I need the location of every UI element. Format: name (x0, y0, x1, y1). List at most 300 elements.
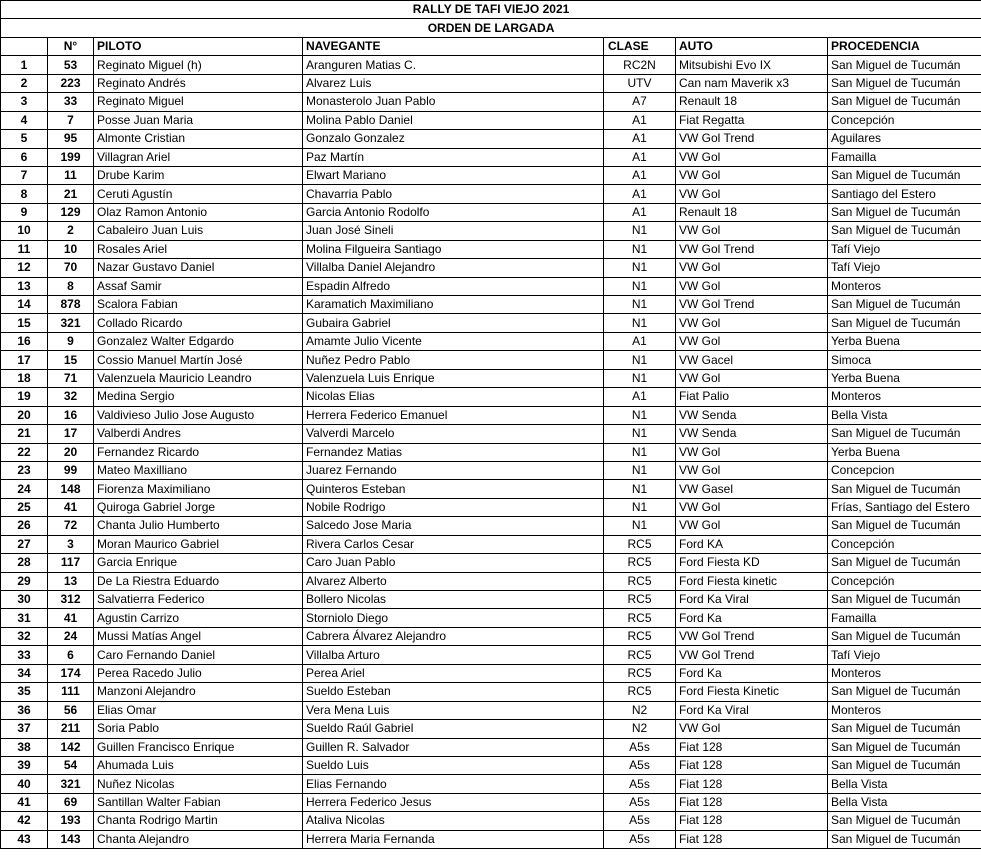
cell-driver: Garcia Enrique (94, 554, 303, 572)
cell-position: 21 (1, 425, 48, 443)
cell-class: A1 (604, 166, 676, 184)
subtitle-row (1, 19, 981, 37)
cell-class: N1 (604, 443, 676, 461)
page-title: RALLY DE TAFI VIEJO 2021 (1, 1, 981, 19)
cell-codriver: Ataliva Nicolas (303, 812, 604, 830)
cell-class: N1 (604, 296, 676, 314)
cell-class: A1 (604, 148, 676, 166)
cell-class: UTV (604, 74, 676, 92)
cell-origin: Tafí Viejo (828, 240, 981, 258)
cell-position: 34 (1, 664, 48, 682)
cell-position: 10 (1, 222, 48, 240)
cell-origin: Tafí Viejo (828, 259, 981, 277)
cell-position: 14 (1, 296, 48, 314)
cell-class: RC5 (604, 683, 676, 701)
cell-driver: Rosales Ariel (94, 240, 303, 258)
cell-car-number: 312 (48, 591, 94, 609)
table-row (1, 738, 981, 756)
table-row (1, 572, 981, 590)
cell-codriver: Herrera Federico Emanuel (303, 406, 604, 424)
cell-position: 41 (1, 793, 48, 811)
cell-origin: Famailla (828, 609, 981, 627)
cell-codriver: Perea Ariel (303, 664, 604, 682)
table-row (1, 683, 981, 701)
cell-class: N1 (604, 369, 676, 387)
cell-position: 2 (1, 74, 48, 92)
cell-driver: Valdivieso Julio Jose Augusto (94, 406, 303, 424)
cell-car-number: 129 (48, 203, 94, 221)
cell-position: 15 (1, 314, 48, 332)
table-row (1, 93, 981, 111)
cell-driver: Cabaleiro Juan Luis (94, 222, 303, 240)
cell-position: 4 (1, 111, 48, 129)
cell-class: A5s (604, 793, 676, 811)
cell-car: VW Gol (676, 148, 828, 166)
cell-origin: San Miguel de Tucumán (828, 296, 981, 314)
cell-car-number: 32 (48, 388, 94, 406)
cell-car-number: 54 (48, 756, 94, 774)
cell-driver: Chanta Julio Humberto (94, 517, 303, 535)
cell-car-number: 6 (48, 646, 94, 664)
cell-car-number: 8 (48, 277, 94, 295)
cell-codriver: Alvarez Alberto (303, 572, 604, 590)
cell-position: 8 (1, 185, 48, 203)
cell-position: 6 (1, 148, 48, 166)
cell-codriver: Espadin Alfredo (303, 277, 604, 295)
cell-car: Fiat 128 (676, 775, 828, 793)
cell-class: A5s (604, 775, 676, 793)
cell-driver: Reginato Andrés (94, 74, 303, 92)
cell-origin: Monteros (828, 701, 981, 719)
cell-driver: Scalora Fabian (94, 296, 303, 314)
cell-car: VW Gol Trend (676, 240, 828, 258)
cell-position: 18 (1, 369, 48, 387)
cell-position: 31 (1, 609, 48, 627)
cell-car-number: 41 (48, 609, 94, 627)
cell-car: VW Senda (676, 425, 828, 443)
cell-origin: San Miguel de Tucumán (828, 830, 981, 848)
cell-driver: Chanta Rodrigo Martin (94, 812, 303, 830)
cell-origin: San Miguel de Tucumán (828, 683, 981, 701)
cell-codriver: Nuñez Pedro Pablo (303, 351, 604, 369)
cell-origin: Yerba Buena (828, 332, 981, 350)
cell-car: VW Gol Trend (676, 130, 828, 148)
cell-driver: De La Riestra Eduardo (94, 572, 303, 590)
cell-origin: Simoca (828, 351, 981, 369)
cell-class: A1 (604, 388, 676, 406)
cell-codriver: Sueldo Esteban (303, 683, 604, 701)
cell-car-number: 15 (48, 351, 94, 369)
cell-car-number: 174 (48, 664, 94, 682)
table-row (1, 756, 981, 774)
cell-position: 26 (1, 517, 48, 535)
cell-car: Ford Ka (676, 609, 828, 627)
cell-class: A1 (604, 332, 676, 350)
cell-position: 11 (1, 240, 48, 258)
cell-class: A1 (604, 130, 676, 148)
table-row (1, 720, 981, 738)
cell-car: VW Gol (676, 720, 828, 738)
cell-codriver: Herrera Federico Jesus (303, 793, 604, 811)
cell-codriver: Herrera Maria Fernanda (303, 830, 604, 848)
cell-origin: Bella Vista (828, 406, 981, 424)
cell-car: VW Gol (676, 277, 828, 295)
table-row (1, 461, 981, 479)
cell-class: A5s (604, 812, 676, 830)
cell-codriver: Guillen R. Salvador (303, 738, 604, 756)
cell-codriver: Caro Juan Pablo (303, 554, 604, 572)
cell-origin: Santiago del Estero (828, 185, 981, 203)
cell-car-number: 95 (48, 130, 94, 148)
cell-origin: San Miguel de Tucumán (828, 720, 981, 738)
table-row (1, 314, 981, 332)
cell-car-number: 199 (48, 148, 94, 166)
cell-driver: Olaz Ramon Antonio (94, 203, 303, 221)
cell-codriver: Nobile Rodrigo (303, 498, 604, 516)
cell-car-number: 53 (48, 56, 94, 74)
cell-class: RC5 (604, 535, 676, 553)
cell-car: Fiat 128 (676, 830, 828, 848)
cell-position: 36 (1, 701, 48, 719)
cell-car: Ford Fiesta Kinetic (676, 683, 828, 701)
cell-class: N1 (604, 461, 676, 479)
cell-car-number: 17 (48, 425, 94, 443)
cell-origin: San Miguel de Tucumán (828, 166, 981, 184)
cell-car-number: 111 (48, 683, 94, 701)
cell-car-number: 10 (48, 240, 94, 258)
table-row (1, 222, 981, 240)
table-row (1, 148, 981, 166)
cell-car: VW Gol (676, 443, 828, 461)
cell-class: A1 (604, 111, 676, 129)
cell-class: N2 (604, 701, 676, 719)
cell-position: 33 (1, 646, 48, 664)
cell-class: A5s (604, 738, 676, 756)
cell-car-number: 148 (48, 480, 94, 498)
cell-codriver: Vera Mena Luis (303, 701, 604, 719)
cell-car: VW Senda (676, 406, 828, 424)
cell-car: VW Gol (676, 517, 828, 535)
table-row (1, 111, 981, 129)
cell-position: 43 (1, 830, 48, 848)
cell-position: 37 (1, 720, 48, 738)
cell-car-number: 211 (48, 720, 94, 738)
cell-car-number: 11 (48, 166, 94, 184)
cell-codriver: Quinteros Esteban (303, 480, 604, 498)
table-row (1, 203, 981, 221)
table-row (1, 627, 981, 645)
cell-codriver: Aranguren Matias C. (303, 56, 604, 74)
cell-driver: Quiroga Gabriel Jorge (94, 498, 303, 516)
table-row (1, 56, 981, 74)
cell-car: Fiat 128 (676, 793, 828, 811)
table-row (1, 74, 981, 92)
cell-car: Can nam Maverik x3 (676, 74, 828, 92)
cell-car-number: 56 (48, 701, 94, 719)
cell-class: N1 (604, 240, 676, 258)
table-row (1, 425, 981, 443)
cell-class: N1 (604, 517, 676, 535)
cell-position: 38 (1, 738, 48, 756)
cell-codriver: Sueldo Luis (303, 756, 604, 774)
col-header-pos (1, 37, 48, 55)
cell-origin: Aguilares (828, 130, 981, 148)
cell-driver: Ahumada Luis (94, 756, 303, 774)
cell-driver: Posse Juan Maria (94, 111, 303, 129)
cell-origin: Bella Vista (828, 775, 981, 793)
col-header-navegante: NAVEGANTE (303, 37, 604, 55)
cell-origin: San Miguel de Tucumán (828, 627, 981, 645)
cell-position: 39 (1, 756, 48, 774)
cell-codriver: Bollero Nicolas (303, 591, 604, 609)
cell-position: 32 (1, 627, 48, 645)
cell-car: Renault 18 (676, 93, 828, 111)
cell-class: RC5 (604, 664, 676, 682)
table-row (1, 517, 981, 535)
cell-car: Renault 18 (676, 203, 828, 221)
cell-codriver: Karamatich Maximiliano (303, 296, 604, 314)
cell-car-number: 21 (48, 185, 94, 203)
cell-origin: San Miguel de Tucumán (828, 56, 981, 74)
cell-position: 17 (1, 351, 48, 369)
cell-codriver: Cabrera Álvarez Alejandro (303, 627, 604, 645)
cell-car: Fiat Regatta (676, 111, 828, 129)
cell-codriver: Monasterolo Juan Pablo (303, 93, 604, 111)
cell-origin: San Miguel de Tucumán (828, 314, 981, 332)
table-row (1, 240, 981, 258)
cell-class: RC2N (604, 56, 676, 74)
cell-codriver: Salcedo Jose Maria (303, 517, 604, 535)
cell-class: RC5 (604, 591, 676, 609)
cell-position: 5 (1, 130, 48, 148)
table-row (1, 369, 981, 387)
cell-codriver: Paz Martín (303, 148, 604, 166)
table-row (1, 443, 981, 461)
cell-position: 19 (1, 388, 48, 406)
cell-class: N1 (604, 480, 676, 498)
cell-car: VW Gol (676, 498, 828, 516)
cell-position: 1 (1, 56, 48, 74)
cell-class: A5s (604, 756, 676, 774)
cell-codriver: Amamte Julio Vicente (303, 332, 604, 350)
cell-class: N1 (604, 498, 676, 516)
cell-driver: Fernandez Ricardo (94, 443, 303, 461)
cell-driver: Cossio Manuel Martín José (94, 351, 303, 369)
cell-car-number: 321 (48, 775, 94, 793)
cell-driver: Nazar Gustavo Daniel (94, 259, 303, 277)
cell-codriver: Storniolo Diego (303, 609, 604, 627)
cell-driver: Assaf Samir (94, 277, 303, 295)
table-row (1, 535, 981, 553)
table-row (1, 185, 981, 203)
cell-car-number: 33 (48, 93, 94, 111)
cell-car: VW Gol (676, 259, 828, 277)
cell-position: 12 (1, 259, 48, 277)
cell-origin: San Miguel de Tucumán (828, 738, 981, 756)
cell-codriver: Chavarria Pablo (303, 185, 604, 203)
cell-car: VW Gol Trend (676, 627, 828, 645)
cell-driver: Soria Pablo (94, 720, 303, 738)
cell-driver: Caro Fernando Daniel (94, 646, 303, 664)
cell-driver: Agustin Carrizo (94, 609, 303, 627)
cell-position: 27 (1, 535, 48, 553)
cell-position: 9 (1, 203, 48, 221)
cell-car: VW Gol (676, 185, 828, 203)
cell-codriver: Villalba Daniel Alejandro (303, 259, 604, 277)
cell-car-number: 3 (48, 535, 94, 553)
cell-driver: Salvatierra Federico (94, 591, 303, 609)
cell-car: VW Gol Trend (676, 646, 828, 664)
cell-car: VW Gol (676, 314, 828, 332)
cell-position: 35 (1, 683, 48, 701)
cell-position: 30 (1, 591, 48, 609)
cell-car-number: 2 (48, 222, 94, 240)
cell-class: A1 (604, 185, 676, 203)
cell-driver: Elias Omar (94, 701, 303, 719)
table-row (1, 609, 981, 627)
table-row (1, 406, 981, 424)
title-row (1, 1, 981, 19)
cell-class: RC5 (604, 609, 676, 627)
cell-class: RC5 (604, 627, 676, 645)
cell-origin: San Miguel de Tucumán (828, 517, 981, 535)
cell-driver: Drube Karim (94, 166, 303, 184)
cell-origin: San Miguel de Tucumán (828, 554, 981, 572)
cell-class: N1 (604, 425, 676, 443)
cell-car-number: 223 (48, 74, 94, 92)
cell-position: 7 (1, 166, 48, 184)
cell-car: VW Gol Trend (676, 296, 828, 314)
cell-origin: San Miguel de Tucumán (828, 480, 981, 498)
cell-car: Ford Ka Viral (676, 591, 828, 609)
cell-driver: Gonzalez Walter Edgardo (94, 332, 303, 350)
cell-driver: Valenzuela Mauricio Leandro (94, 369, 303, 387)
cell-class: RC5 (604, 554, 676, 572)
cell-codriver: Molina Filgueira Santiago (303, 240, 604, 258)
cell-position: 28 (1, 554, 48, 572)
table-row (1, 664, 981, 682)
cell-position: 20 (1, 406, 48, 424)
cell-codriver: Molina Pablo Daniel (303, 111, 604, 129)
cell-codriver: Juarez Fernando (303, 461, 604, 479)
cell-car: Ford Fiesta KD (676, 554, 828, 572)
cell-driver: Mateo Maxilliano (94, 461, 303, 479)
cell-car: VW Gol (676, 369, 828, 387)
cell-origin: Monteros (828, 277, 981, 295)
cell-car: VW Gol (676, 332, 828, 350)
cell-position: 22 (1, 443, 48, 461)
cell-class: RC5 (604, 646, 676, 664)
cell-car: Fiat 128 (676, 738, 828, 756)
table-row (1, 498, 981, 516)
cell-origin: San Miguel de Tucumán (828, 812, 981, 830)
cell-codriver: Elwart Mariano (303, 166, 604, 184)
cell-car-number: 71 (48, 369, 94, 387)
header-row (1, 37, 981, 55)
cell-class: A5s (604, 830, 676, 848)
table-row (1, 259, 981, 277)
cell-car: VW Gol (676, 222, 828, 240)
cell-driver: Collado Ricardo (94, 314, 303, 332)
table-row (1, 775, 981, 793)
table-row (1, 646, 981, 664)
cell-class: N2 (604, 720, 676, 738)
cell-codriver: Nicolas Elias (303, 388, 604, 406)
cell-position: 24 (1, 480, 48, 498)
cell-codriver: Villalba Arturo (303, 646, 604, 664)
cell-driver: Villagran Ariel (94, 148, 303, 166)
cell-car-number: 70 (48, 259, 94, 277)
cell-car: Ford KA (676, 535, 828, 553)
cell-driver: Moran Maurico Gabriel (94, 535, 303, 553)
cell-origin: Yerba Buena (828, 443, 981, 461)
cell-driver: Reginato Miguel (h) (94, 56, 303, 74)
cell-origin: Concepción (828, 535, 981, 553)
cell-car-number: 13 (48, 572, 94, 590)
cell-origin: San Miguel de Tucumán (828, 93, 981, 111)
cell-driver: Mussi Matías Angel (94, 627, 303, 645)
cell-position: 40 (1, 775, 48, 793)
cell-class: A7 (604, 93, 676, 111)
cell-position: 13 (1, 277, 48, 295)
cell-car-number: 878 (48, 296, 94, 314)
cell-driver: Perea Racedo Julio (94, 664, 303, 682)
cell-position: 29 (1, 572, 48, 590)
cell-codriver: Rivera Carlos Cesar (303, 535, 604, 553)
table-row (1, 830, 981, 848)
table-row (1, 351, 981, 369)
cell-origin: Famailla (828, 148, 981, 166)
col-header-procedencia: PROCEDENCIA (828, 37, 981, 55)
cell-position: 23 (1, 461, 48, 479)
cell-driver: Valberdi Andres (94, 425, 303, 443)
cell-car-number: 193 (48, 812, 94, 830)
cell-class: N1 (604, 314, 676, 332)
cell-codriver: Garcia Antonio Rodolfo (303, 203, 604, 221)
cell-origin: Tafí Viejo (828, 646, 981, 664)
cell-origin: Monteros (828, 388, 981, 406)
cell-car-number: 142 (48, 738, 94, 756)
cell-position: 3 (1, 93, 48, 111)
cell-car: VW Gol (676, 166, 828, 184)
cell-car: VW Gasel (676, 480, 828, 498)
cell-driver: Guillen Francisco Enrique (94, 738, 303, 756)
cell-car-number: 9 (48, 332, 94, 350)
cell-car: Ford Ka Viral (676, 701, 828, 719)
cell-origin: San Miguel de Tucumán (828, 591, 981, 609)
cell-driver: Medina Sergio (94, 388, 303, 406)
table-row (1, 332, 981, 350)
table-row (1, 480, 981, 498)
cell-origin: Concepción (828, 111, 981, 129)
cell-position: 16 (1, 332, 48, 350)
cell-class: N1 (604, 406, 676, 424)
col-header-clase: CLASE (604, 37, 676, 55)
cell-car: Fiat 128 (676, 756, 828, 774)
cell-class: RC5 (604, 572, 676, 590)
col-header-piloto: PILOTO (94, 37, 303, 55)
cell-car-number: 41 (48, 498, 94, 516)
cell-class: A1 (604, 203, 676, 221)
table-row (1, 130, 981, 148)
cell-codriver: Gonzalo Gonzalez (303, 130, 604, 148)
cell-codriver: Valenzuela Luis Enrique (303, 369, 604, 387)
cell-codriver: Elias Fernando (303, 775, 604, 793)
cell-car: VW Gol (676, 461, 828, 479)
cell-car: Mitsubishi Evo IX (676, 56, 828, 74)
table-row (1, 554, 981, 572)
cell-car-number: 99 (48, 461, 94, 479)
